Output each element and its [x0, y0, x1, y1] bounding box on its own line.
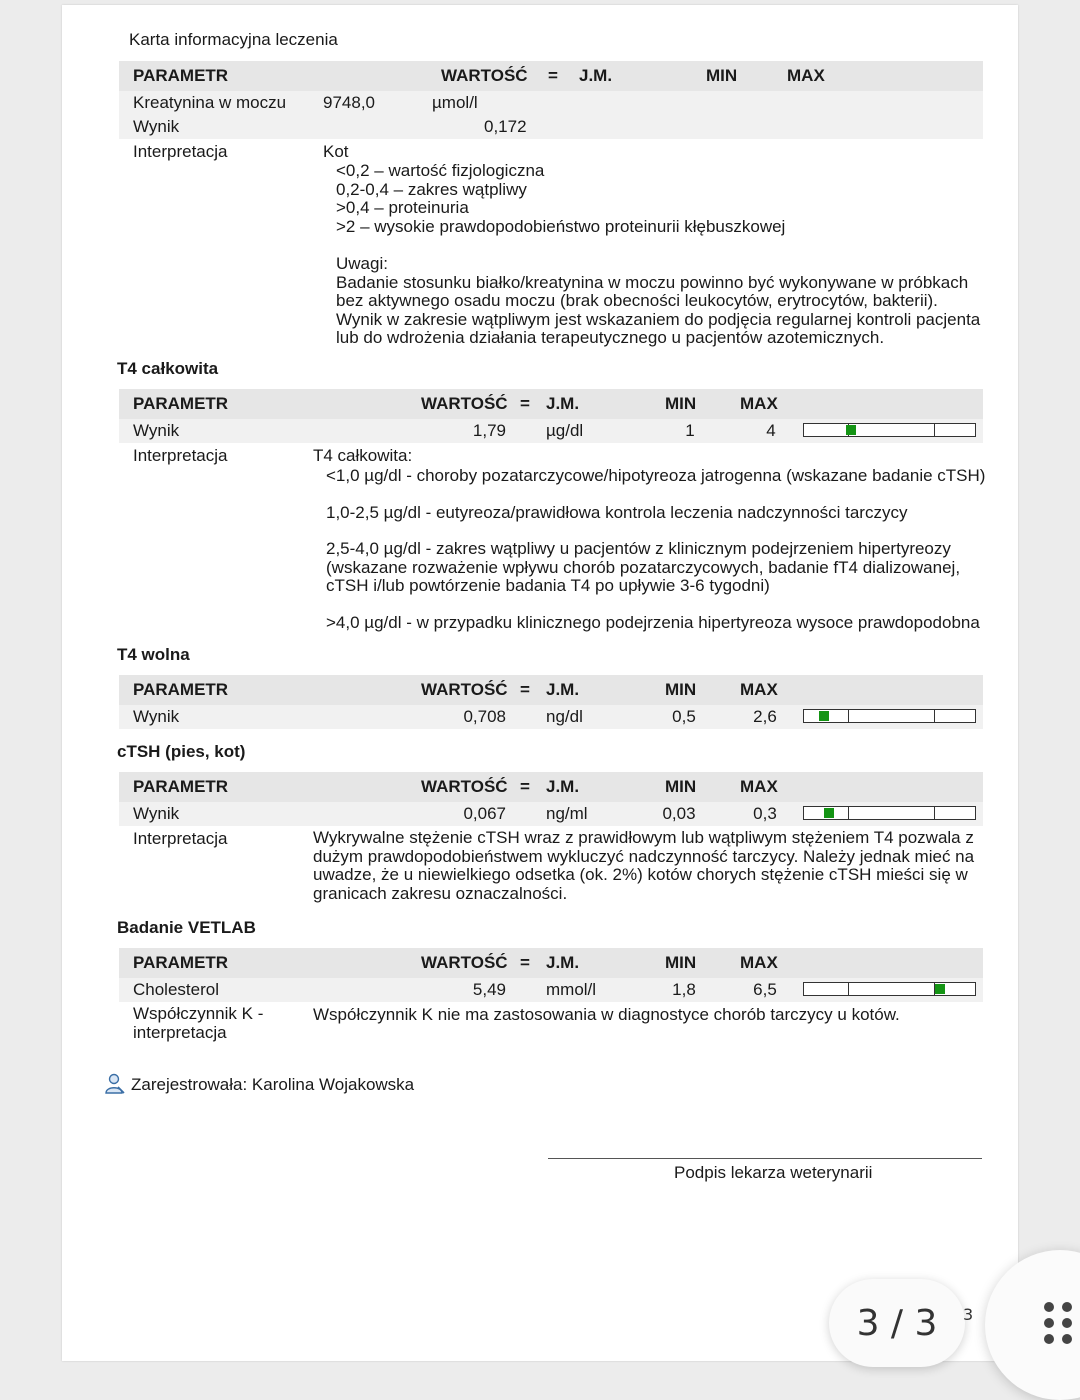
range-marker	[819, 711, 829, 721]
notes-title: Uwagi:	[336, 254, 388, 273]
param-min: 1	[685, 421, 695, 440]
col-unit: J.M.	[546, 394, 580, 413]
col-max: MAX	[740, 777, 778, 796]
interpretation-line: >4,0 µg/dl - w przypadku klinicznego podejrzenia hipertyreoza wysoce prawdopodobna	[326, 613, 980, 632]
param-unit: µg/dl	[546, 421, 584, 440]
interpretation-line: <0,2 – wartość fizjologiczna	[336, 161, 545, 180]
col-eq: =	[520, 777, 530, 796]
param-name: Wynik	[133, 117, 180, 136]
notes-line: lub do wdrożenia działania terapeutycznego u pacjentów azotemicznych.	[336, 328, 885, 347]
range-marker	[846, 425, 856, 435]
range-bar	[803, 423, 976, 437]
interpretation-line: Wykrywalne stężenie cTSH wraz z prawidłowym lub wątpliwym stężeniem T4 pozwala z	[313, 828, 974, 847]
param-max: 4	[766, 421, 776, 440]
col-param: PARAMETR	[133, 953, 229, 972]
col-eq: =	[520, 680, 530, 699]
notes-line: bez aktywnego osadu moczu (brak obecności leukocytów, erytrocytów, bakterii).	[336, 291, 938, 310]
section-title: Badanie VETLAB	[117, 918, 256, 937]
document-page	[62, 5, 1018, 1361]
col-eq: =	[520, 394, 530, 413]
col-max: MAX	[740, 953, 778, 972]
interpretation-line: >0,4 – proteinuria	[336, 198, 469, 217]
interpretation-paragraph	[313, 829, 974, 903]
col-min: MIN	[665, 953, 697, 972]
param-max: 2,6	[753, 707, 777, 726]
interpretation-line: dużym prawdopodobieństwem wykluczyć nadczynność tarczycy. Należy jednak mieć na	[313, 846, 975, 866]
col-eq: =	[520, 953, 530, 972]
range-bar	[803, 709, 976, 723]
col-value: WARTOŚĆ	[421, 394, 508, 413]
section-title: cTSH (pies, kot)	[117, 742, 246, 761]
param-unit: mmol/l	[546, 980, 597, 999]
user-icon	[104, 1073, 126, 1095]
param-min: 1,8	[672, 980, 696, 999]
param-min: 0,03	[662, 804, 696, 823]
interpretation-label: Interpretacja	[133, 446, 228, 465]
param-name: Kreatynina w moczu	[133, 93, 287, 112]
col-value: WARTOŚĆ	[421, 680, 508, 699]
section-title: T4 całkowita	[117, 359, 219, 378]
param-unit: ng/ml	[546, 804, 588, 823]
col-max: MAX	[787, 66, 825, 85]
document-title: Karta informacyjna leczenia	[129, 30, 338, 49]
interpretation-line: cTSH i/lub powtórzenie badania T4 po upływie 3-6 tygodni)	[326, 576, 770, 595]
param-unit: µmol/l	[432, 93, 478, 112]
page-indicator: 3 / 3	[829, 1279, 965, 1367]
interpretation-paragraph	[326, 540, 960, 596]
range-bar	[803, 806, 976, 820]
signature-label: Podpis lekarza weterynarii	[674, 1163, 873, 1182]
col-unit: J.M.	[546, 777, 580, 796]
param-value: 9748,0	[323, 93, 375, 112]
range-marker	[824, 808, 834, 818]
interpretation-list	[336, 162, 785, 236]
col-param: PARAMETR	[133, 66, 229, 85]
col-max: MAX	[740, 680, 778, 699]
col-unit: J.M.	[579, 66, 613, 85]
col-param: PARAMETR	[133, 680, 229, 699]
col-min: MIN	[665, 680, 697, 699]
col-value: WARTOŚĆ	[441, 66, 528, 85]
range-bar	[803, 982, 976, 996]
k-factor-label	[133, 1005, 263, 1042]
param-value: 0,708	[463, 707, 506, 726]
interpretation-line: 0,2-0,4 – zakres wątpliwy	[336, 179, 527, 199]
col-min: MIN	[665, 777, 697, 796]
interpretation-line: granicach zakresu oznaczalności.	[313, 883, 568, 903]
registered-by: Zarejestrowała: Karolina Wojakowska	[131, 1075, 415, 1094]
interpretation-label: Interpretacja	[133, 142, 228, 161]
interpretation-line: 1,0-2,5 µg/dl - eutyreoza/prawidłowa kontrola leczenia nadczynności tarczycy	[326, 503, 908, 522]
param-max: 0,3	[753, 804, 777, 823]
param-min: 0,5	[672, 707, 696, 726]
param-name: Wynik	[133, 421, 180, 440]
col-value: WARTOŚĆ	[421, 953, 508, 972]
param-value: 0,067	[463, 804, 506, 823]
col-param: PARAMETR	[133, 777, 229, 796]
notes-line: Wynik w zakresie wątpliwym jest wskazaniem do podjęcia regularnej kontroli pacjenta	[336, 309, 981, 329]
interpretation-line: 2,5-4,0 µg/dl - zakres wątpliwy u pacjentów z klinicznym podejrzeniem hipertyreozy	[326, 539, 951, 558]
param-value: 0,172	[484, 117, 527, 136]
param-unit: ng/dl	[546, 707, 583, 726]
col-unit: J.M.	[546, 953, 580, 972]
page-count-small: 3	[963, 1305, 974, 1324]
interpretation-line: <1,0 µg/dl - choroby pozatarczycowe/hipotyreoza jatrogenna (wskazane badanie cTSH)	[326, 466, 986, 485]
k-factor-label-line: interpretacja	[133, 1022, 227, 1042]
notes-line: Badanie stosunku białko/kreatynina w moczu powinno być wykonywane w próbkach	[336, 272, 969, 292]
col-unit: J.M.	[546, 680, 580, 699]
signature-line	[548, 1158, 982, 1159]
param-name: Cholesterol	[133, 980, 219, 999]
param-max: 6,5	[753, 980, 777, 999]
interpretation-line: uwadze, że u niewielkiego odsetka (ok. 2%) kotów chorych stężenie cTSH mieści się w	[313, 865, 968, 884]
col-eq: =	[548, 66, 558, 85]
table-row	[119, 115, 983, 139]
col-min: MIN	[706, 66, 738, 85]
k-factor-label-line: Współczynnik K -	[133, 1004, 264, 1023]
param-value: 1,79	[472, 421, 506, 440]
col-min: MIN	[665, 394, 697, 413]
interpretation-line: (wskazane rozważenie wpływu chorób pozatarczycowych, badanie fT4 dializowanej,	[326, 557, 961, 577]
interpretation-intro: Kot	[323, 142, 349, 161]
interpretation-label: Interpretacja	[133, 829, 228, 848]
k-factor-text: Współczynnik K nie ma zastosowania w diagnostyce chorób tarczycy u kotów.	[313, 1005, 900, 1024]
range-marker	[935, 984, 945, 994]
param-name: Wynik	[133, 804, 180, 823]
interpretation-title: T4 całkowita:	[313, 446, 413, 465]
col-max: MAX	[740, 394, 778, 413]
col-value: WARTOŚĆ	[421, 777, 508, 796]
param-name: Wynik	[133, 707, 180, 726]
section-title: T4 wolna	[117, 645, 190, 664]
param-value: 5,49	[472, 980, 506, 999]
interpretation-line: >2 – wysokie prawdopodobieństwo proteinurii kłębuszkowej	[336, 216, 786, 236]
notes-block	[336, 255, 980, 348]
col-param: PARAMETR	[133, 394, 229, 413]
